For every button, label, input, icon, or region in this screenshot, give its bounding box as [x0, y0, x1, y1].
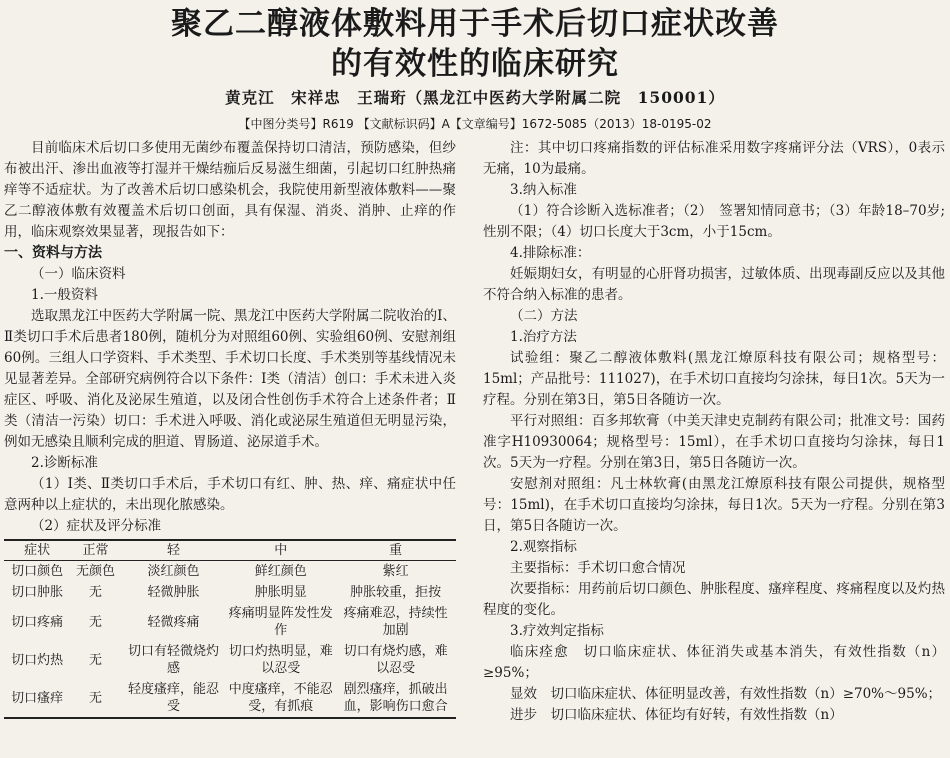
- table-cell: 淡红颜色: [147, 564, 200, 579]
- table-cell: 无: [89, 614, 103, 630]
- table-cell: 无颜色: [76, 564, 116, 579]
- right-column: [483, 138, 945, 726]
- table-header-cell: 轻: [167, 543, 181, 558]
- left-column: [4, 138, 456, 719]
- subsection-clinical-data: （一）临床资料: [31, 266, 126, 282]
- observation-primary-indicator: 主要指标：手术切口愈合情况: [510, 560, 686, 576]
- table-row: [4, 603, 456, 641]
- table-cell: 切口肿胀: [11, 585, 64, 600]
- table-cell: 切口灼热明显，难以忍受: [228, 644, 333, 676]
- table-cell: 疼痛难忍，持续性加剧: [343, 606, 448, 638]
- table-cell: 切口颜色: [11, 564, 64, 579]
- treatment-control-group: 平行对照组：百多邦软膏（中美天津史克制药有限公司；批准文号：国药准字H10930064；规格型号：15ml），在手术切口直接均匀涂抹，每日1次。5天为一疗程。分别在第3日，第5日各随访一次。: [483, 413, 945, 471]
- subheading-observation-indicators: 2.观察指标: [510, 539, 577, 555]
- efficacy-clinical-cure: 临床痊愈 切口临床症状、体征消失或基本消失，有效性指数（n）≥95%；: [483, 644, 945, 681]
- table-row: [4, 582, 456, 603]
- article-title-line-1: 聚乙二醇液体敷料用于手术后切口症状改善: [171, 6, 779, 42]
- table-cell: 切口有烧灼感，难以忍受: [343, 644, 448, 676]
- treatment-experimental-group: 试验组：聚乙二醇液体敷料(黑龙江燎原科技有限公司；规格型号：15ml；产品批号：111027)，在手术切口直接均匀涂抹，每日1次。5天为一疗程。分别在第3日，第5日各随访一次。: [483, 350, 945, 408]
- efficacy-marked-effect: 显效 切口临床症状、体征明显改善，有效性指数（n）≥70%～95%；: [510, 686, 942, 702]
- authors-affiliation: 黄克江 宋祥忠 王瑞珩（黑龙江中医药大学附属二院 150001）: [225, 88, 725, 107]
- pain-scale-note: 注：其中切口疼痛指数的评估标准采用数字疼痛评分法（VRS），0表示无痛，10为最痛。: [483, 140, 945, 177]
- subheading-symptom-scoring: （2）症状及评分标准: [31, 518, 162, 534]
- table-cell: 切口瘙痒: [11, 690, 64, 706]
- subheading-inclusion-criteria: 3.纳入标准: [510, 182, 577, 198]
- section-heading-materials-methods: 一、资料与方法: [4, 245, 102, 261]
- table-header-cell: 症状: [24, 543, 51, 558]
- table-header-cell: 中: [274, 543, 288, 558]
- table-row: [4, 641, 456, 679]
- table-cell: 无: [89, 690, 103, 706]
- table-header-row: [4, 540, 456, 561]
- subheading-efficacy-criteria: 3.疗效判定指标: [510, 623, 604, 639]
- treatment-placebo-group: 安慰剂对照组：凡士林软膏(由黑龙江燎原科技有限公司提供，规格型号：15ml)，在手术切口直接均匀涂抹，每日1次。5天为一疗程。分别在第3日，第5日各随访一次。: [483, 476, 945, 534]
- table-cell: 切口有轻微烧灼感: [128, 644, 220, 676]
- table-header-cell: 正常: [82, 543, 109, 558]
- table-cell: 疼痛明显阵发性发作: [228, 606, 333, 638]
- table-cell: 剧烈瘙痒，抓破出血，影响伤口愈合: [343, 682, 448, 714]
- table-cell: 切口灼热: [11, 652, 64, 668]
- exclusion-criteria-paragraph: 妊娠期妇女，有明显的心肝肾功损害，过敏体质、出现毒副反应以及其他不符合纳入标准的患者。: [483, 266, 945, 303]
- general-data-paragraph: 选取黑龙江中医药大学附属一院、黑龙江中医药大学附属二院收治的Ⅰ、Ⅱ类切口手术后患者180例，随机分为对照组60例、实验组60例、安慰剂组60例。三组人口学资料、手术类型、手术切口长度、手术类别等基线情况未见显著差异。全部研究病例符合以下条件：Ⅰ类（清洁）创口：手术未进入炎症区、呼吸、消化及泌尿生殖道，以及闭合性创伤手术符合上述条件者；Ⅱ类（清洁一污染）切口：手术进入呼吸、消化或泌尿生殖道但无明显污染，例如无感染且顺利完成的胆道、胃肠道、泌尿道手术。: [4, 308, 456, 450]
- subheading-exclusion-criteria: 4.排除标准：: [510, 245, 591, 261]
- inclusion-criteria-paragraph: （1）符合诊断入选标准者；（2） 签署知情同意书；（3）年龄18–70岁;性别不限；（4）切口长度大于3cm，小于15cm。: [483, 203, 945, 240]
- table-cell: 无: [89, 585, 103, 600]
- table-cell: 轻度瘙痒，能忍受: [128, 682, 220, 714]
- subheading-treatment-methods: 1.治疗方法: [510, 329, 577, 345]
- intro-paragraph: 目前临床术后切口多使用无菌纱布覆盖保持切口清洁，预防感染，但纱布被出汗、渗出血液等打湿并干燥结痂后反易滋生细菌，引起切口红肿热痛痒等不适症状。为了改善术后切口感染机会，我院使用新型液体敷料——聚乙二醇液体敷有效覆盖术后切口创面，具有保湿、消炎、消肿、止痒的作用，临床观察效果显著，现报告如下：: [4, 140, 456, 240]
- classification-line: 【中图分类号】R619 【文献标识码】A【文章编号】1672-5085（2013）18-0195-02: [238, 117, 712, 131]
- diagnostic-criteria-paragraph: （1）Ⅰ类、Ⅱ类切口手术后，手术切口有红、肿、热、痒、痛症状中任意两种以上症状的，未出现化脓感染。: [4, 476, 456, 513]
- table-cell: 无: [89, 652, 103, 668]
- table-cell: 紫红: [382, 564, 409, 579]
- table-cell: 轻微肿胀: [147, 585, 200, 600]
- subsection-methods: （二）方法: [510, 308, 578, 324]
- table-cell: 切口疼痛: [11, 614, 64, 630]
- table-cell: 鲜红颜色: [254, 564, 307, 579]
- symptom-scoring-table: [4, 539, 456, 719]
- table-cell: 肿胀较重，拒按: [350, 585, 442, 600]
- table-row: [4, 679, 456, 718]
- table-cell: 轻微疼痛: [147, 614, 200, 630]
- article-title-line-2: 的有效性的临床研究: [331, 46, 619, 82]
- table-cell: 肿胀明显: [254, 585, 307, 600]
- subheading-general-data: 1.一般资料: [31, 287, 98, 303]
- observation-secondary-indicator: 次要指标：用药前后切口颜色、肿胀程度、瘙痒程度、疼痛程度以及灼热程度的变化。: [483, 581, 945, 618]
- efficacy-progress: 进步 切口临床症状、体征均有好转，有效性指数（n）: [510, 707, 843, 723]
- table-header-cell: 重: [389, 543, 403, 558]
- table-row: [4, 561, 456, 583]
- subheading-diagnostic-criteria: 2.诊断标准: [31, 455, 98, 471]
- table-cell: 中度瘙痒，不能忍受，有抓痕: [228, 682, 333, 714]
